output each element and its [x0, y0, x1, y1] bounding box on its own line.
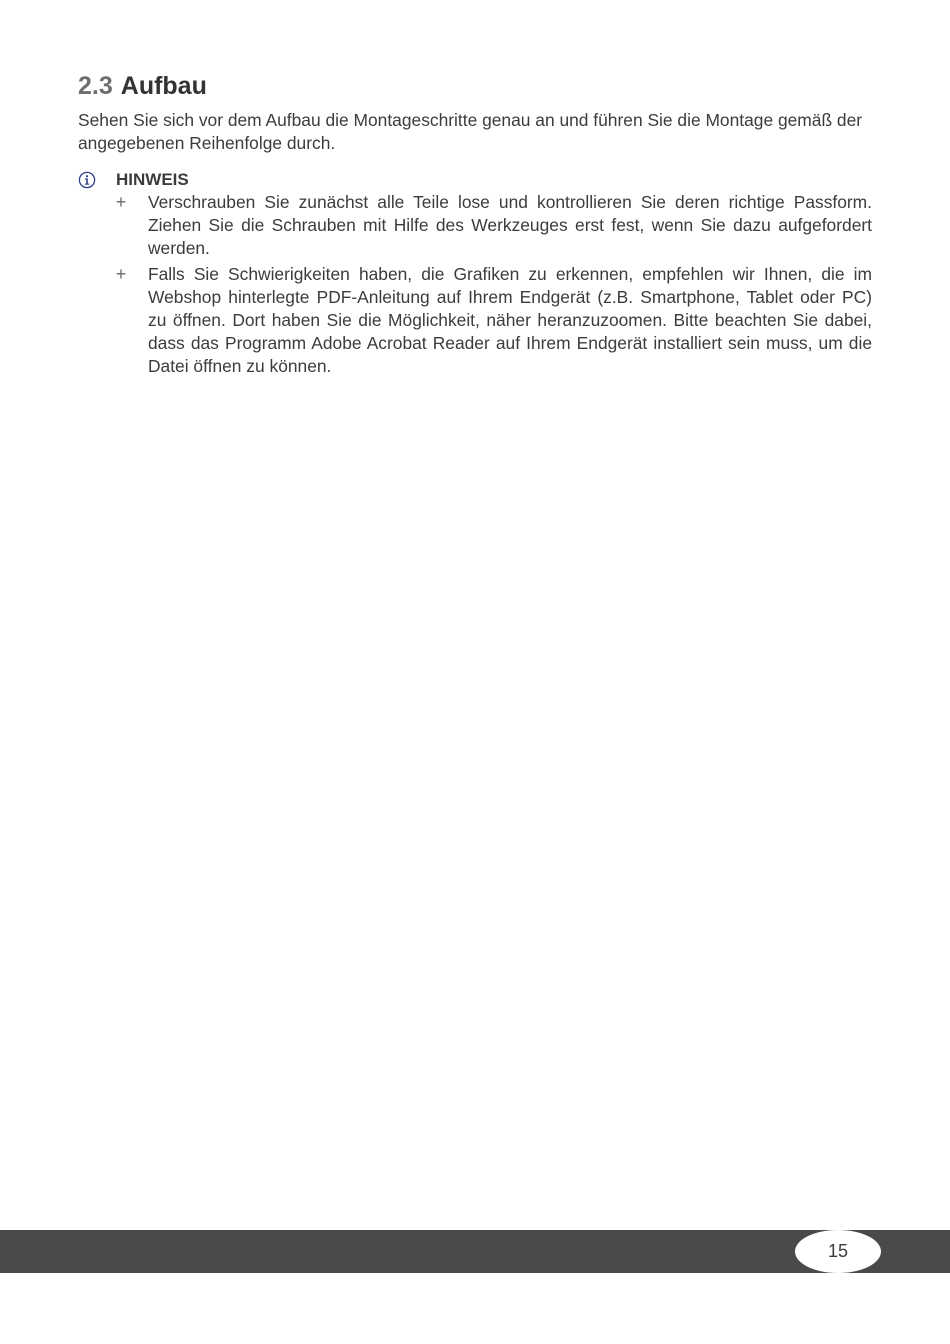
hint-header	[78, 168, 189, 191]
section-number: 2.3	[78, 72, 113, 100]
plus-bullet-icon: +	[115, 192, 127, 212]
list-item-text: Falls Sie Schwierigkeiten haben, die Grafiken zu erkennen, empfehlen wir Ihnen, die im Webshop hinterlegte PDF-Anleitung auf Ihrem Endgerät (z.B. Smartphone, Tablet oder PC) zu öffnen. Dort haben Sie die Möglichkeit, näher heranzuzoomen. Bitte beachten Sie dabei, dass das Programm Adobe Acrobat Reader auf Ihrem Endgerät installiert sein muss, um die Datei öffnen zu können.	[148, 264, 872, 376]
hint-list	[115, 191, 872, 378]
page-number-badge	[795, 1230, 881, 1273]
section-heading	[78, 70, 207, 102]
list-item-text: Verschrauben Sie zunächst alle Teile lose und kontrollieren Sie deren richtige Passform. Ziehen Sie die Schrauben mit Hilfe des Werkzeuges erst fest, wenn Sie dazu aufgefordert werden.	[148, 192, 872, 258]
list-item	[115, 263, 872, 378]
list-item	[115, 191, 872, 260]
plus-bullet-icon: +	[115, 264, 127, 284]
hint-title: HINWEIS	[116, 170, 189, 189]
intro-paragraph: Sehen Sie sich vor dem Aufbau die Montageschritte genau an und führen Sie die Montage gemäß der angegebenen Reihenfolge durch.	[78, 110, 863, 153]
info-icon	[78, 171, 96, 189]
section-title: Aufbau	[120, 72, 207, 100]
page-number: 15	[827, 1241, 849, 1261]
